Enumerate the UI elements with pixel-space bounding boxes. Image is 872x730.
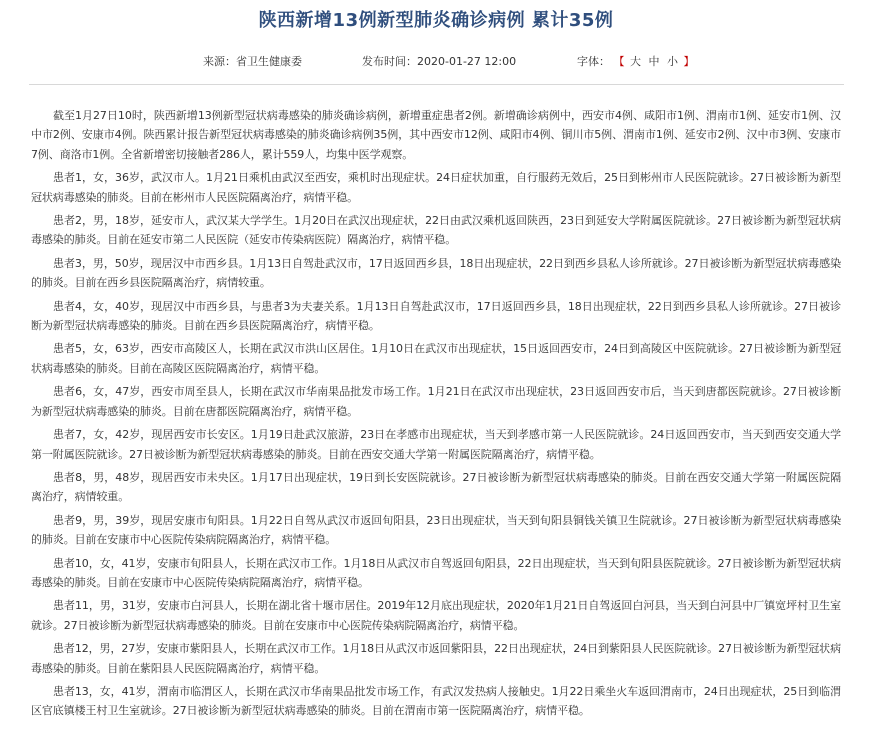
publish-time: 发布时间：2020-01-27 12:00: [362, 55, 517, 68]
article-meta: [0, 53, 872, 69]
paragraph-patient-5: 患者5，女，63岁，西安市高陵区人，长期在武汉市洪山区居住。1月10日在武汉市出现症状，15日返回西安市，24日到高陵区中医院就诊。27日被诊断为新型冠状病毒感染的肺炎。目前在高陵区医院隔离治疗，病情平稳。: [31, 342, 841, 375]
font-size-small-button[interactable]: 小: [667, 55, 678, 68]
font-size-label: 字体：: [577, 55, 610, 68]
paragraph-patient-12: 患者12，男，27岁，安康市紫阳县人，长期在武汉市工作。1月18日从武汉市返回紫阳县，22日出现症状，24日到紫阳县人民医院就诊。27日被诊断为新型冠状病毒感染的肺炎。目前在紫阳县人民医院隔离治疗，病情平稳。: [31, 642, 841, 675]
paragraph-patient-2: 患者2，男，18岁，延安市人，武汉某大学学生。1月20日在武汉出现症状，22日由武汉乘机返回陕西，23日到延安大学附属医院就诊。27日被诊断为新型冠状病毒感染的肺炎。目前在延安市第二人民医院（延安市传染病医院）隔离治疗，病情平稳。: [31, 214, 841, 247]
font-size-bracket-open: 【: [613, 55, 625, 68]
article-source: 来源：省卫生健康委: [203, 55, 302, 68]
paragraph-summary: 截至1月27日10时，陕西新增13例新型冠状病毒感染的肺炎确诊病例，新增重症患者2例。新增确诊病例中，西安市4例、咸阳市1例、渭南市1例、延安市1例、汉中市2例、安康市4例。陕西累计报告新型冠状病毒感染的肺炎确诊病例35例，其中西安市12例、咸阳市4例、铜川市5例、渭南市1例、延安市2例、汉中市3例、安康市7例、商洛市1例。全省新增密切接触者286人，累计559人，均集中医学观察。: [31, 109, 841, 161]
paragraph-patient-7: 患者7，女，42岁，现居西安市长安区。1月19日赴武汉旅游，23日在孝感市出现症状，当天到孝感市第一人民医院就诊。24日返回西安市，当天到西安交通大学第一附属医院就诊。27日被诊断为新型冠状病毒感染的肺炎。目前在西安交通大学第一附属医院隔离治疗，病情平稳。: [31, 428, 841, 461]
paragraph-patient-6: 患者6，女，47岁，西安市周至县人，长期在武汉市华南果品批发市场工作。1月21日在武汉市出现症状，23日返回西安市后，当天到唐都医院就诊。27日被诊断为新型冠状病毒感染的肺炎。目前在唐都医院隔离治疗，病情平稳。: [31, 385, 841, 418]
paragraph-patient-1: 患者1，女，36岁，武汉市人。1月21日乘机由武汉至西安，乘机时出现症状。24日症状加重，自行服药无效后，25日到彬州市人民医院就诊。27日被诊断为新型冠状病毒感染的肺炎。目前在彬州市人民医院隔离治疗，病情平稳。: [31, 171, 841, 204]
header-divider: [29, 84, 844, 85]
paragraph-patient-3: 患者3，男，50岁，现居汉中市西乡县。1月13日自驾赴武汉市，17日返回西乡县，18日出现症状，22日到西乡县私人诊所就诊。27日被诊断为新型冠状病毒感染的肺炎。目前在西乡县医院隔离治疗，病情较重。: [31, 256, 841, 290]
article-title: 陕西新增13例新型肺炎确诊病例 累计35例: [258, 10, 614, 31]
paragraph-patient-13: 患者13，女，41岁，渭南市临渭区人，长期在武汉市华南果品批发市场工作，有武汉发热病人接触史。1月22日乘坐火车返回渭南市，24日出现症状，25日到临渭区官底镇楼王村卫生室就诊。27日被诊断为新型冠状病毒感染的肺炎。目前在渭南市第一医院隔离治疗，病情平稳。: [31, 684, 841, 718]
article-body: [31, 106, 841, 725]
paragraph-patient-11: 患者11，男，31岁，安康市白河县人，长期在湖北省十堰市居住。2019年12月底出现症状，2020年1月21日自驾返回白河县，当天到白河县中厂镇宽坪村卫生室就诊。27日被诊断为新型冠状病毒感染的肺炎。目前在安康市中心医院传染病院隔离治疗，病情平稳。: [31, 599, 841, 632]
font-size-large-button[interactable]: 大: [630, 55, 641, 68]
paragraph-patient-10: 患者10，女，41岁，安康市旬阳县人，长期在武汉市工作。1月18日从武汉市自驾返回旬阳县，22日出现症状，当天到旬阳县医院就诊。27日被诊断为新型冠状病毒感染的肺炎。目前在安康市中心医院传染病院隔离治疗，病情平稳。: [31, 556, 841, 589]
paragraph-patient-9: 患者9，男，39岁，现居安康市旬阳县。1月22日自驾从武汉市返回旬阳县，23日出现症状，当天到旬阳县铜钱关镇卫生院就诊。27日被诊断为新型冠状病毒感染的肺炎。目前在安康市中心医院传染病院隔离治疗，病情平稳。: [31, 513, 841, 547]
font-size-control: [577, 53, 695, 69]
font-size-medium-button[interactable]: 中: [648, 55, 660, 68]
paragraph-patient-8: 患者8，男，48岁，现居西安市未央区。1月17日出现症状，19日到长安医院就诊。27日被诊断为新型冠状病毒感染的肺炎。目前在西安交通大学第一附属医院隔离治疗，病情较重。: [31, 470, 841, 504]
font-size-bracket-close: 】: [683, 55, 695, 68]
paragraph-patient-4: 患者4，女，40岁，现居汉中市西乡县，与患者3为夫妻关系。1月13日自驾赴武汉市，17日返回西乡县，18日出现症状，22日到西乡县私人诊所就诊。27日被诊断为新型冠状病毒感染的肺炎。目前在西乡县医院隔离治疗，病情平稳。: [31, 299, 841, 333]
